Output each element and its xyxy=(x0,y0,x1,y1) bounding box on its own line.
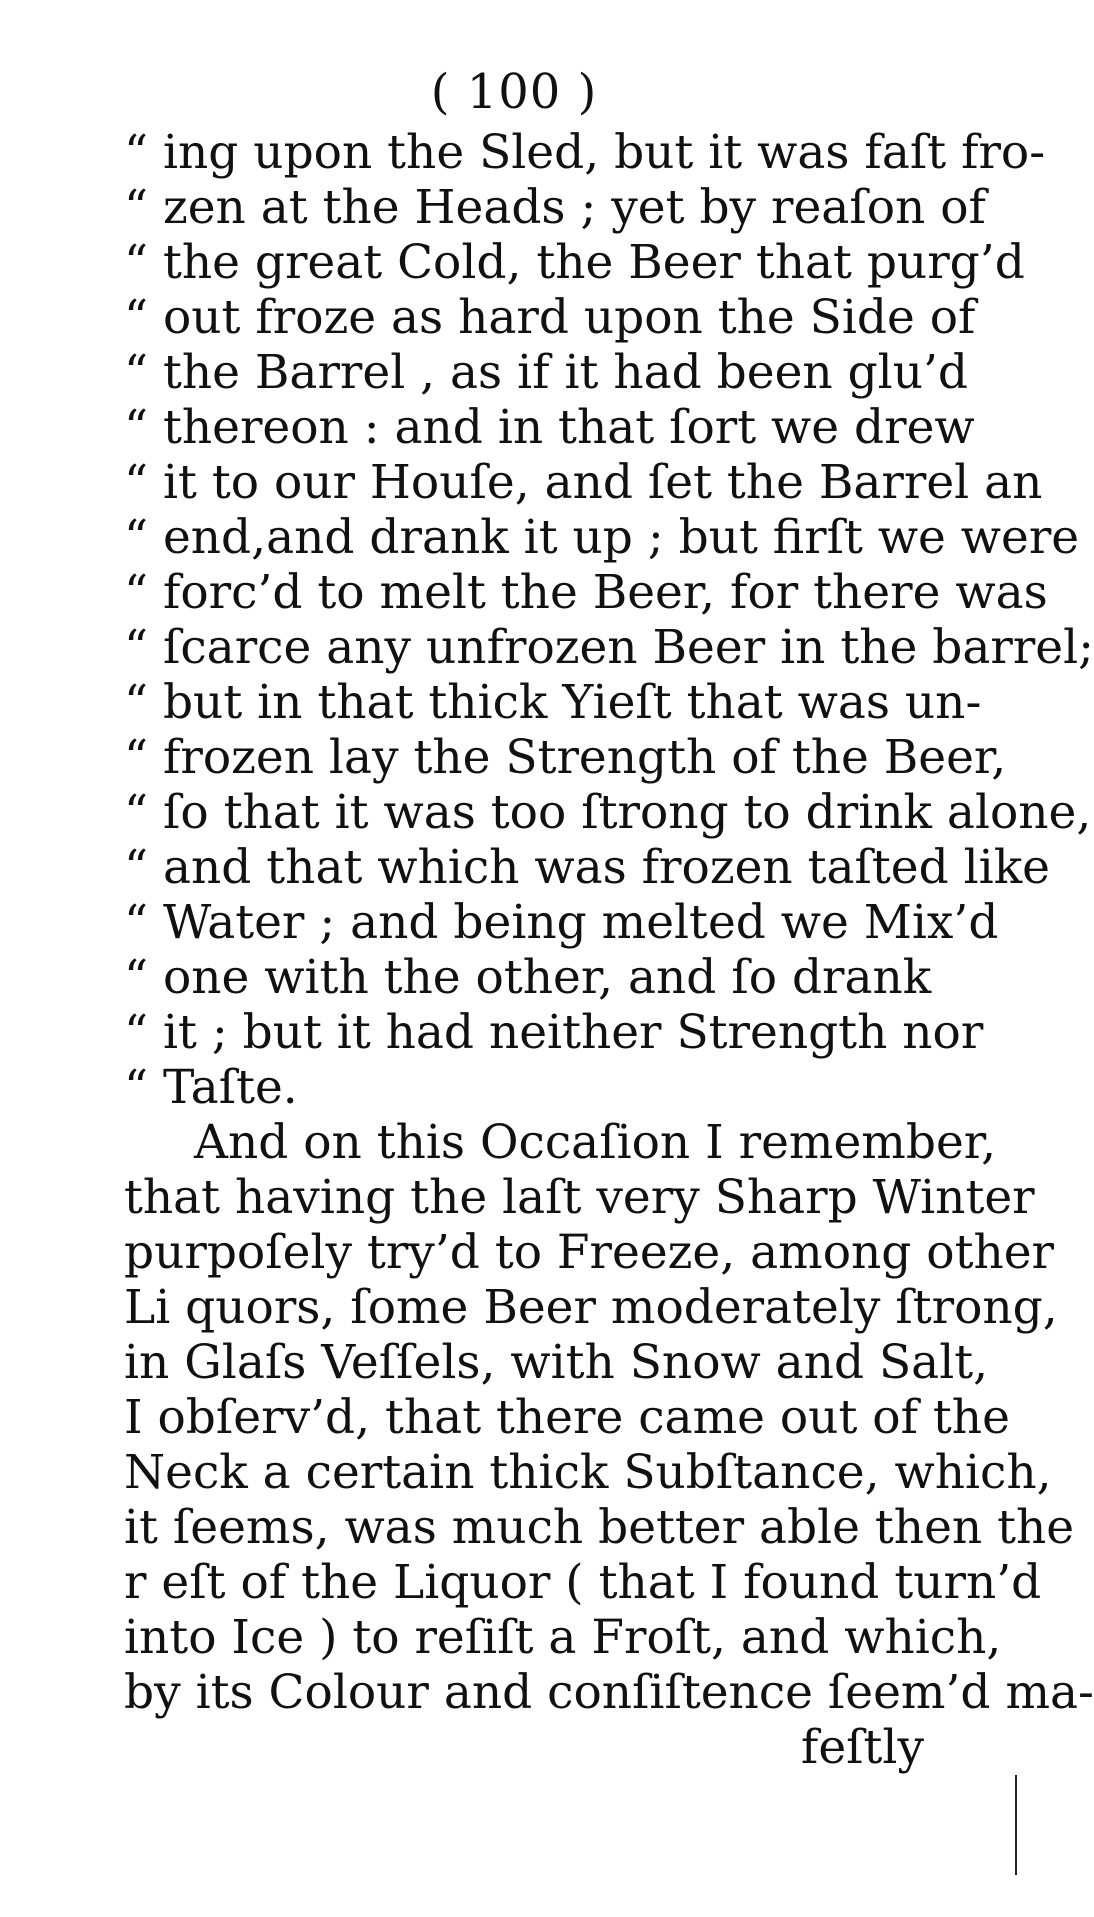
paragraph-line: And on this Occaſion I remember, xyxy=(194,1115,997,1170)
quoted-line: “ ing upon the Sled, but it was faſt fro- xyxy=(124,125,1046,180)
quoted-line: “ forc’d to melt the Beer, for there was xyxy=(124,565,1048,620)
quoted-line: “ but in that thick Yieſt that was un- xyxy=(124,675,982,730)
paragraph-line: purpoſely try’d to Freeze, among other xyxy=(124,1225,1055,1280)
quoted-line: “ frozen lay the Strength of the Beer, xyxy=(124,730,1007,785)
quoted-line: “ one with the other, and ſo drank xyxy=(124,950,932,1005)
paragraph-line: Neck a certain thick Subſtance, which, xyxy=(124,1445,1052,1500)
paragraph-line: into Ice ) to reſiſt a Froſt, and which, xyxy=(124,1610,1002,1665)
paragraph-line: it ſeems, was much better able then the xyxy=(124,1500,1075,1555)
quoted-line: “ ſo that it was too ſtrong to drink alone, xyxy=(124,785,1092,840)
page-text xyxy=(124,125,1094,1775)
catchword: feſtly xyxy=(800,1720,924,1775)
quoted-line: “ out froze as hard upon the Side of xyxy=(124,290,976,345)
quoted-line: “ Taſte. xyxy=(124,1060,298,1115)
paragraph-line: r eſt of the Liquor ( that I found turn’d xyxy=(124,1555,1042,1610)
quoted-line: “ thereon : and in that ſort we drew xyxy=(124,400,975,455)
quoted-line: “ it ; but it had neither Strength nor xyxy=(124,1005,984,1060)
quoted-line: “ the great Cold, the Beer that purg’d xyxy=(124,235,1025,290)
paragraph-line: that having the laſt very Sharp Winter xyxy=(124,1170,1035,1225)
paragraph-line: I obſerv’d, that there came out of the xyxy=(124,1390,1010,1445)
quoted-line: “ zen at the Heads ; yet by reaſon of xyxy=(124,180,986,235)
paragraph-line: by its Colour and conſiſtence ſeem’d ma- xyxy=(124,1665,1094,1720)
quoted-line: “ and that which was frozen taſted like xyxy=(124,840,1051,895)
paragraph-line: in Glaſs Veſſels, with Snow and Salt, xyxy=(124,1335,989,1390)
quoted-line: “ the Barrel , as if it had been glu’d xyxy=(124,345,969,400)
page-number: ( 100 ) xyxy=(430,64,598,120)
quoted-line: “ end,and drank it up ; but firſt we were xyxy=(124,510,1080,565)
quoted-line: “ ſcarce any unfrozen Beer in the barrel; xyxy=(124,620,1094,675)
quoted-line: “ it to our Houſe, and ſet the Barrel an xyxy=(124,455,1043,510)
margin-rule xyxy=(1015,1775,1017,1875)
quoted-line: “ Water ; and being melted we Mix’d xyxy=(124,895,999,950)
paragraph-line: Li quors, ſome Beer moderately ſtrong, xyxy=(124,1280,1058,1335)
